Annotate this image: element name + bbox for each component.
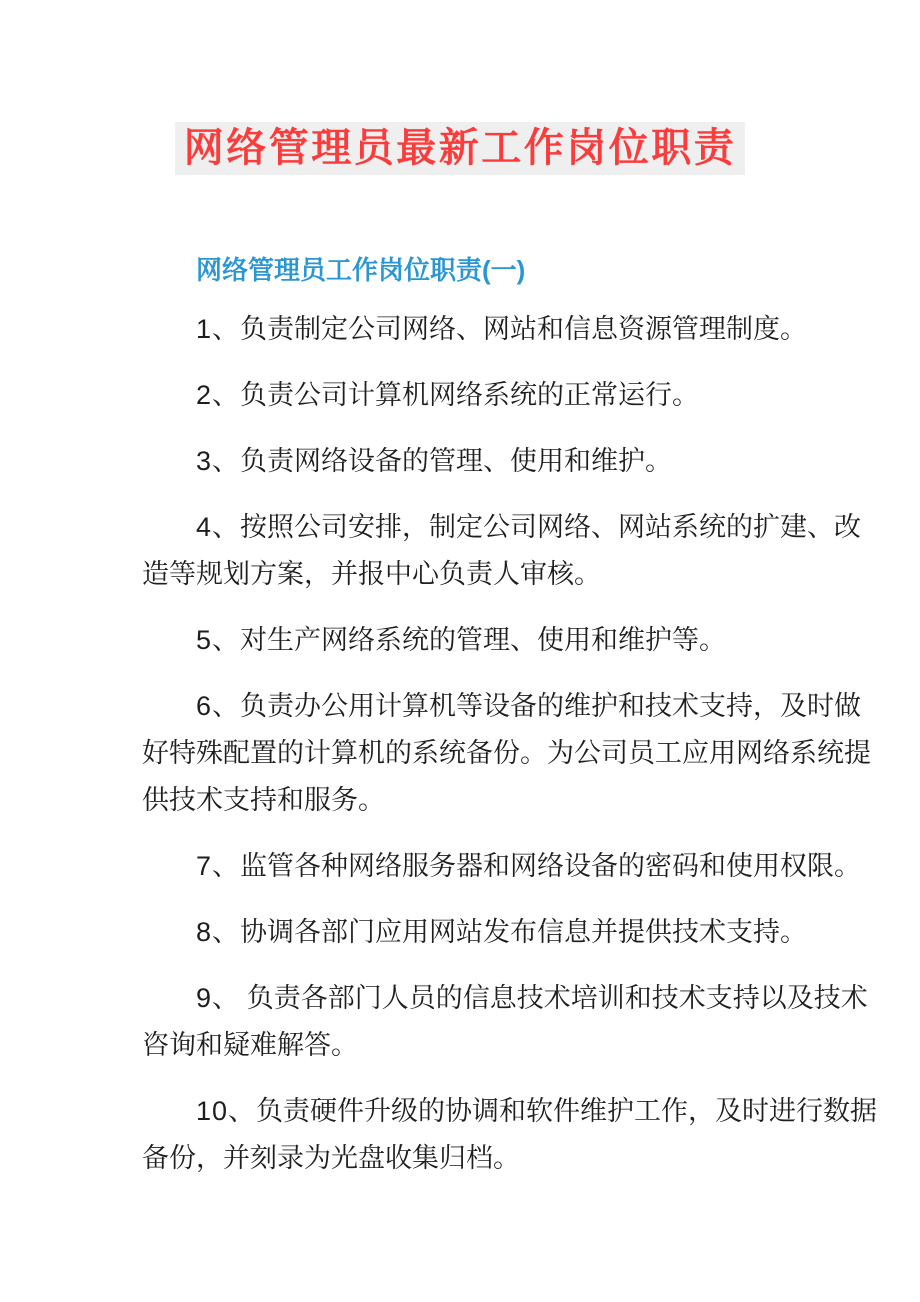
list-item [142, 843, 862, 890]
text-line: 8、协调各部门应用网站发布信息并提供技术支持。 [196, 917, 808, 947]
list-item [142, 306, 808, 353]
text-line: 好特殊配置的计算机的系统备份。为公司员工应用网络系统提 [142, 738, 871, 768]
item-number: 9、 [196, 983, 241, 1013]
text-line: 备份，并刻录为光盘收集归档。 [142, 1143, 520, 1173]
text-line: 9、 负责各部门人员的信息技术培训和技术支持以及技术 [196, 983, 868, 1013]
item-number: 2、 [196, 380, 241, 410]
item-number: 6、 [196, 691, 241, 721]
list-item [142, 372, 792, 419]
item-number: 4、 [196, 512, 241, 542]
list-item [142, 975, 868, 1069]
list-item [142, 617, 792, 664]
item-number: 10、 [196, 1096, 257, 1126]
item-number: 1、 [196, 314, 241, 344]
list-item [142, 504, 862, 598]
responsibility-list [142, 306, 878, 1182]
title-section [0, 122, 920, 175]
title-banner [175, 122, 746, 175]
text-line: 5、对生产网络系统的管理、使用和维护等。 [196, 625, 727, 655]
document-body [0, 255, 920, 1182]
item-number: 3、 [196, 446, 241, 476]
list-item [142, 438, 792, 485]
item-number: 8、 [196, 917, 241, 947]
text-line: 1、负责制定公司网络、网站和信息资源管理制度。 [196, 314, 808, 344]
item-number: 5、 [196, 625, 241, 655]
page-title: 网络管理员最新工作岗位职责 [183, 126, 737, 170]
text-line: 造等规划方案，并报中心负责人审核。 [142, 559, 601, 589]
text-line: 6、负责办公用计算机等设备的维护和技术支持，及时做 [196, 691, 862, 721]
text-line: 10、负责硬件升级的协调和软件维护工作，及时进行数据 [196, 1096, 878, 1126]
list-item [142, 683, 871, 824]
list-item [142, 909, 808, 956]
section-heading: 网络管理员工作岗位职责(一) [196, 255, 526, 285]
text-line: 咨询和疑难解答。 [142, 1030, 358, 1060]
text-line: 2、负责公司计算机网络系统的正常运行。 [196, 380, 700, 410]
text-line: 供技术支持和服务。 [142, 785, 385, 815]
item-number: 7、 [196, 851, 241, 881]
text-line: 3、负责网络设备的管理、使用和维护。 [196, 446, 673, 476]
text-line: 4、按照公司安排，制定公司网络、网站系统的扩建、改 [196, 512, 862, 542]
text-line: 7、监管各种网络服务器和网络设备的密码和使用权限。 [196, 851, 862, 881]
list-item [142, 1088, 878, 1182]
